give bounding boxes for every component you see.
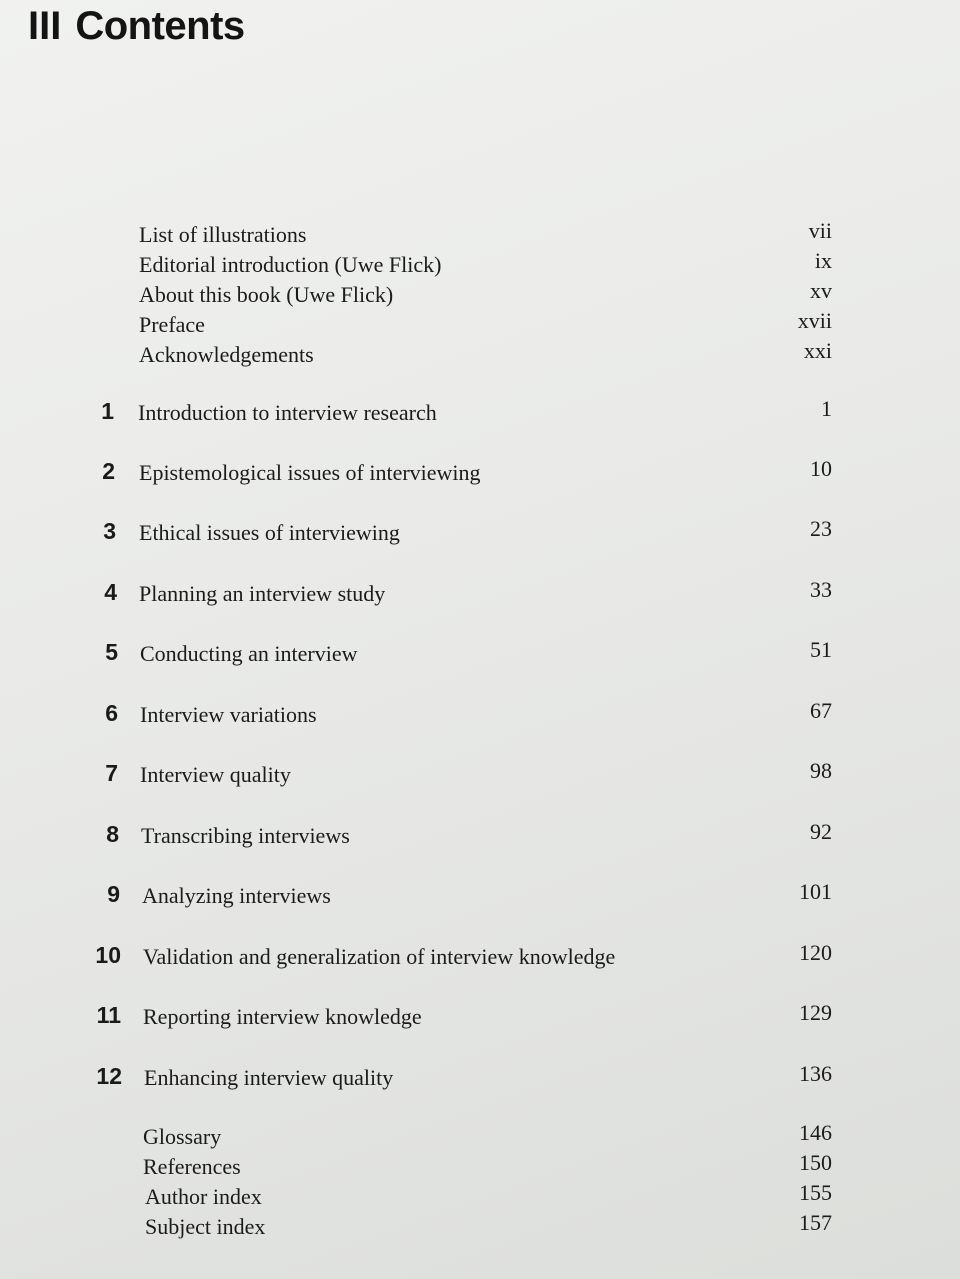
toc-chapter[interactable] (0, 1061, 960, 1091)
chapter-title: Enhancing interview quality (144, 1065, 394, 1090)
chapter-number: 5 (105, 639, 118, 665)
toc-entry-back[interactable] (0, 1150, 960, 1180)
entry-title: Glossary (143, 1124, 222, 1149)
entry-page: ix (814, 248, 832, 273)
chapter-title: Validation and generalization of interview knowledge (143, 944, 616, 969)
entry-title: Preface (139, 312, 205, 337)
chapter-number: 3 (103, 518, 116, 544)
entry-page: xv (810, 278, 832, 303)
chapter-number: 2 (102, 458, 115, 484)
entry-title: References (143, 1154, 241, 1179)
chapter-title: Planning an interview study (139, 581, 386, 606)
chapter-number: 7 (105, 760, 118, 786)
entry-title: Subject index (145, 1214, 266, 1239)
toc-chapter[interactable] (0, 698, 960, 728)
page-heading (28, 4, 245, 49)
chapter-number: 9 (107, 881, 120, 907)
entry-page: vii (808, 218, 832, 243)
entry-page: xvii (797, 308, 832, 333)
toc-entry-back[interactable] (0, 1180, 960, 1210)
toc-entry-back[interactable] (0, 1210, 960, 1240)
chapter-page: 98 (810, 758, 832, 783)
toc-chapter[interactable] (0, 1000, 960, 1030)
chapter-page: 23 (810, 516, 832, 541)
chapter-title: Interview variations (140, 702, 317, 727)
entry-page: 150 (799, 1150, 832, 1175)
chapter-title: Reporting interview knowledge (143, 1004, 422, 1029)
toc-chapter[interactable] (0, 819, 960, 849)
chapter-page: 136 (799, 1061, 832, 1086)
toc-chapter[interactable] (0, 879, 960, 909)
toc-chapter[interactable] (0, 637, 960, 667)
entry-page: 146 (799, 1120, 832, 1145)
entry-page: 157 (799, 1210, 832, 1235)
toc-entry-front[interactable] (0, 338, 960, 368)
chapter-page: 51 (810, 637, 832, 662)
entry-page: xxi (803, 338, 832, 363)
toc-entry-front[interactable] (0, 278, 960, 308)
chapter-page: 92 (810, 819, 832, 844)
entry-title: Acknowledgements (139, 342, 314, 367)
chapter-page: 129 (799, 1000, 832, 1025)
chapter-page: 1 (821, 396, 832, 421)
chapter-title: Conducting an interview (140, 641, 358, 666)
page-title: Contents (75, 4, 245, 48)
chapter-page: 101 (799, 879, 832, 904)
toc-entry-front[interactable] (0, 308, 960, 338)
chapter-title: Introduction to interview research (138, 400, 437, 425)
chapter-page: 10 (810, 456, 832, 481)
chapter-page: 67 (810, 698, 832, 723)
toc-chapter[interactable] (0, 516, 960, 546)
chapter-number: 10 (95, 942, 121, 968)
chapter-page: 120 (799, 940, 832, 965)
toc-chapter[interactable] (0, 940, 960, 970)
chapter-title: Analyzing interviews (142, 883, 331, 908)
entry-title: Editorial introduction (Uwe Flick) (139, 252, 442, 277)
chapter-title: Ethical issues of interviewing (139, 520, 400, 545)
chapter-number: 12 (96, 1063, 122, 1089)
toc-chapter[interactable] (0, 758, 960, 788)
chapter-title: Transcribing interviews (141, 823, 350, 848)
chapter-title: Interview quality (140, 762, 291, 787)
toc-chapter[interactable] (0, 456, 960, 486)
toc-entry-front[interactable] (0, 218, 960, 248)
entry-title: Author index (145, 1184, 262, 1209)
entry-title: List of illustrations (139, 222, 307, 247)
chapter-page: 33 (810, 577, 832, 602)
toc-entry-front[interactable] (0, 248, 960, 278)
chapter-number: 8 (106, 821, 119, 847)
toc-chapter[interactable] (0, 577, 960, 607)
entry-title: About this book (Uwe Flick) (139, 282, 394, 307)
toc-chapter[interactable] (0, 396, 960, 426)
chapter-title: Epistemological issues of interviewing (139, 460, 481, 485)
toc-entry-back[interactable] (0, 1120, 960, 1150)
chapter-number: 6 (105, 700, 118, 726)
chapter-number: 1 (101, 398, 114, 424)
chapter-number: 11 (96, 1002, 121, 1028)
section-marker: III (28, 4, 62, 48)
chapter-number: 4 (104, 579, 117, 605)
entry-page: 155 (799, 1180, 832, 1205)
